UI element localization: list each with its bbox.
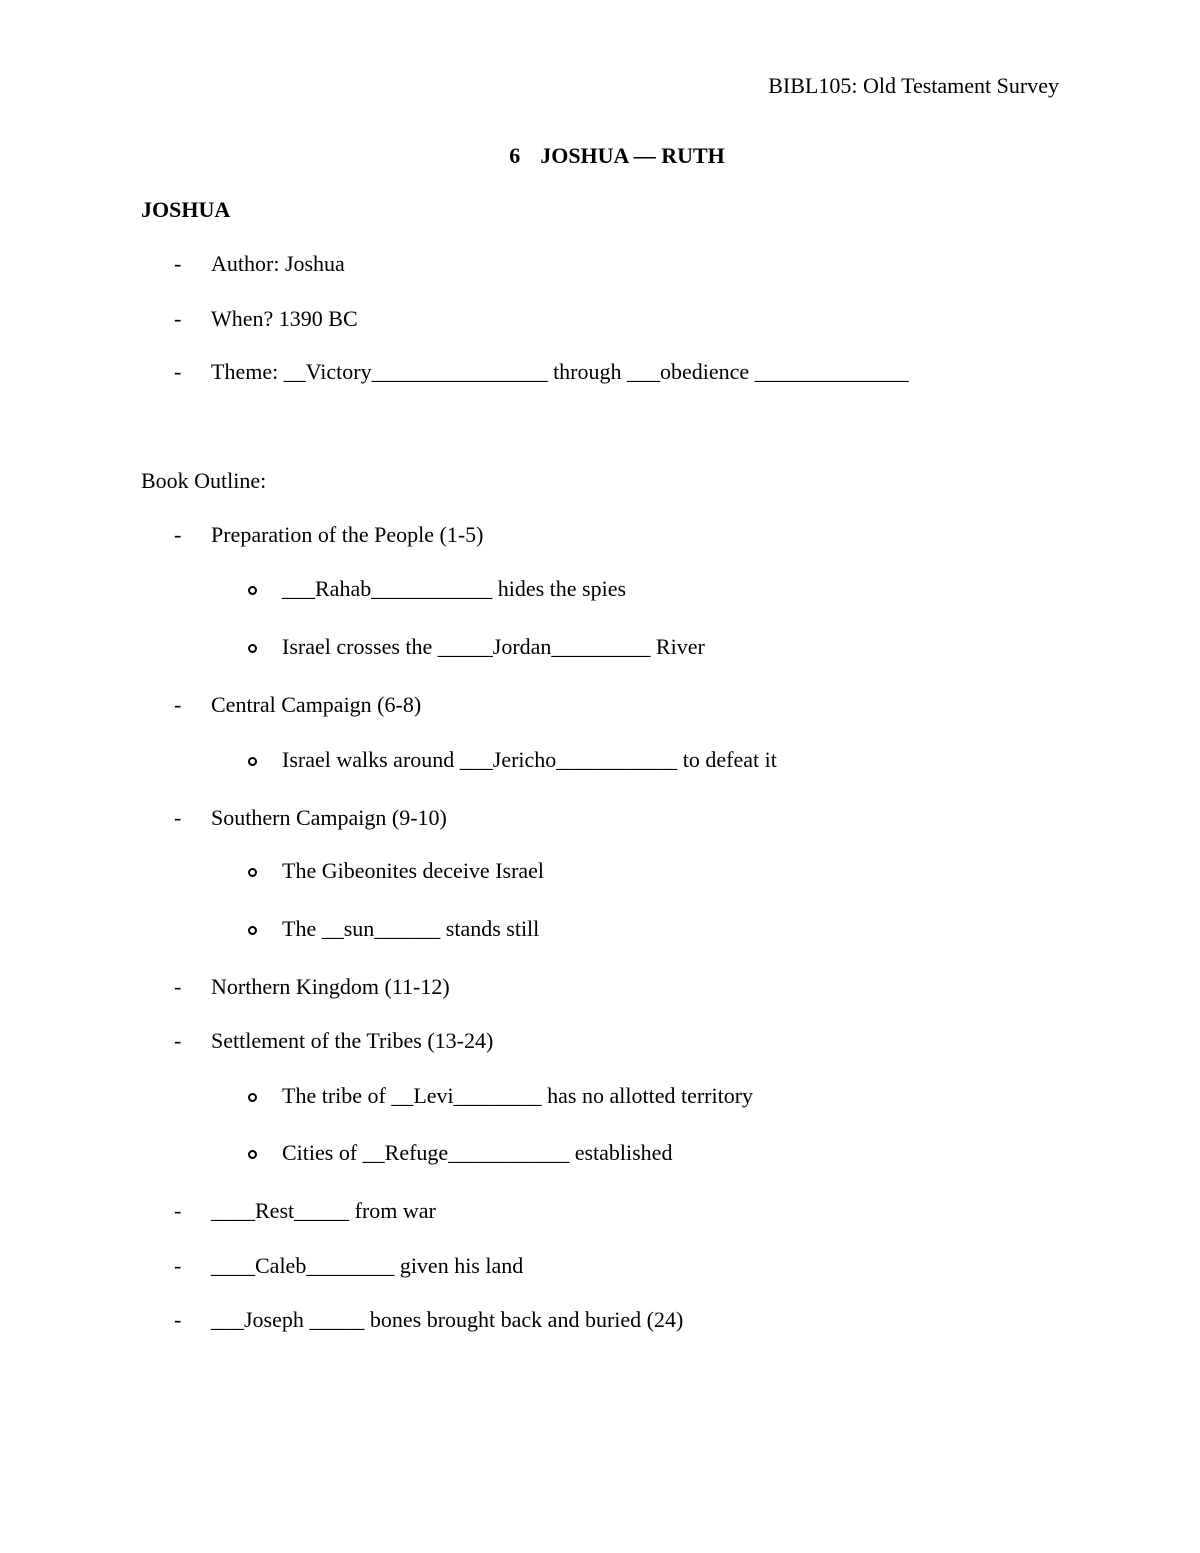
outline-item: ____Rest_____ from war: [211, 1198, 436, 1223]
outline-item: Settlement of the Tribes (13-24): [211, 1028, 494, 1053]
outline-subitem: The Gibeonites deceive Israel: [282, 858, 545, 883]
outline-item: ___Joseph _____ bones brought back and buried (24): [211, 1307, 684, 1332]
circle-bullet-icon: [248, 1150, 257, 1159]
chapter-title: [0, 142, 1200, 170]
dash-marker: -: [174, 522, 182, 547]
dash-marker: -: [174, 692, 182, 717]
dash-marker: -: [174, 1253, 182, 1278]
circle-bullet-icon: [248, 868, 257, 877]
circle-bullet-icon: [248, 926, 257, 935]
outline-subitem: Cities of __Refuge___________ established: [282, 1140, 673, 1165]
circle-bullet-icon: [248, 644, 257, 653]
outline-item: Central Campaign (6-8): [211, 692, 422, 717]
outline-subitem: ___Rahab___________ hides the spies: [282, 576, 627, 601]
outline-subitem: The __sun______ stands still: [282, 916, 540, 941]
fact-theme: Theme: __Victory________________ through ___obedience ______________: [211, 359, 909, 384]
outline-item: Southern Campaign (9-10): [211, 805, 447, 830]
outline-item: Northern Kingdom (11-12): [211, 974, 450, 999]
dash-marker: -: [174, 359, 182, 384]
outline-subitem: The tribe of __Levi________ has no allotted territory: [282, 1083, 754, 1108]
outline-subitem: Israel walks around ___Jericho___________ to defeat it: [282, 747, 777, 772]
dash-marker: -: [174, 1028, 182, 1053]
outline-item: ____Caleb________ given his land: [211, 1253, 524, 1278]
circle-bullet-icon: [248, 1093, 257, 1102]
section-heading: JOSHUA: [141, 197, 231, 222]
dash-marker: -: [174, 1198, 182, 1223]
dash-marker: -: [174, 805, 182, 830]
chapter-number: 6: [509, 143, 521, 168]
fact-when: When? 1390 BC: [211, 306, 358, 331]
dash-marker: -: [174, 306, 182, 331]
dash-marker: -: [174, 251, 182, 276]
outline-subitem: Israel crosses the _____Jordan_________ River: [282, 634, 705, 659]
circle-bullet-icon: [248, 586, 257, 595]
dash-marker: -: [174, 1307, 182, 1332]
outline-label: Book Outline:: [141, 468, 267, 493]
dash-marker: -: [174, 974, 182, 999]
chapter-title-text: JOSHUA — RUTH: [540, 143, 725, 168]
outline-item: Preparation of the People (1-5): [211, 522, 484, 547]
running-header: BIBL105: Old Testament Survey: [768, 73, 1059, 98]
fact-author: Author: Joshua: [211, 251, 345, 276]
circle-bullet-icon: [248, 757, 257, 766]
